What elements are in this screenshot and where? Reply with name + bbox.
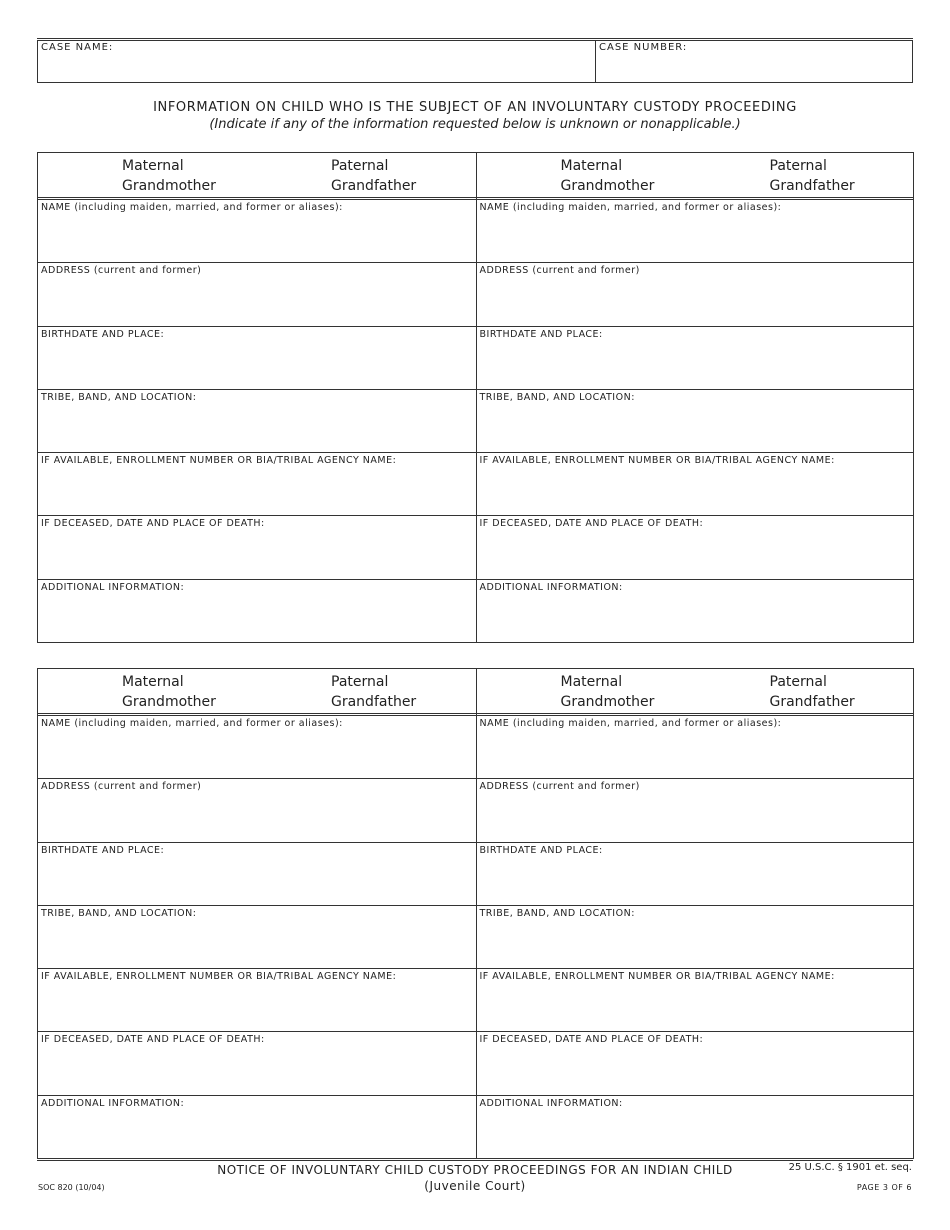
form-field[interactable] (38, 1032, 476, 1095)
column-header (38, 669, 476, 716)
paternal-label: Paternal (769, 158, 827, 174)
maternal-grandmother-option[interactable] (122, 672, 216, 712)
form-id: SOC 820 (10/04) (38, 1183, 105, 1192)
case-info-box (37, 40, 913, 83)
paternal-grandfather-option[interactable] (770, 672, 855, 712)
form-field[interactable] (477, 200, 914, 263)
form-field-label: BIRTHDATE AND PLACE: (41, 844, 165, 856)
form-field-label: NAME (including maiden, married, and former or aliases): (479, 202, 782, 213)
form-field[interactable] (38, 263, 476, 326)
case-number-field[interactable] (596, 41, 912, 82)
form-field-label: ADDRESS (current and former) (41, 781, 202, 793)
maternal-grandmother-option[interactable] (561, 672, 655, 712)
paternal-grandfather-option[interactable] (770, 156, 855, 196)
form-field[interactable] (38, 200, 476, 263)
form-field-label: BIRTHDATE AND PLACE: (479, 328, 603, 340)
form-field[interactable] (38, 327, 476, 390)
form-field[interactable] (477, 969, 914, 1032)
form-field-label: ADDRESS (current and former) (479, 265, 640, 277)
grandmother-label: Grandmother (122, 694, 216, 710)
form-field-label: TRIBE, BAND, AND LOCATION: (479, 907, 635, 919)
form-field[interactable] (477, 453, 914, 516)
grandmother-label: Grandmother (560, 178, 655, 194)
footer-subtitle: (Juvenile Court) (424, 1179, 526, 1193)
statute-reference: 25 U.S.C. § 1901 et. seq. (788, 1162, 912, 1173)
grandfather-label: Grandfather (769, 178, 855, 194)
form-field-label: ADDITIONAL INFORMATION: (479, 1097, 623, 1109)
form-field[interactable] (477, 843, 914, 906)
form-field[interactable] (477, 263, 914, 326)
form-field[interactable] (477, 716, 914, 779)
form-field[interactable] (38, 779, 476, 842)
grandfather-label: Grandfather (331, 694, 417, 710)
grandfather-label: Grandfather (769, 694, 855, 710)
form-field[interactable] (38, 969, 476, 1032)
relative-info-section (37, 152, 914, 643)
form-field-label: ADDITIONAL INFORMATION: (41, 1097, 185, 1109)
column-header (38, 153, 476, 200)
column-header (477, 153, 914, 200)
form-field[interactable] (38, 906, 476, 969)
relative-column (38, 669, 476, 1158)
form-field-label: BIRTHDATE AND PLACE: (479, 844, 603, 856)
form-field-label: IF AVAILABLE, ENROLLMENT NUMBER OR BIA/TRIBAL AGENCY NAME: (479, 455, 835, 467)
paternal-label: Paternal (331, 674, 389, 690)
form-field-label: TRIBE, BAND, AND LOCATION: (41, 391, 197, 403)
form-field-label: IF DECEASED, DATE AND PLACE OF DEATH: (479, 518, 704, 530)
top-rule (37, 38, 913, 39)
paternal-grandfather-option[interactable] (331, 672, 416, 712)
form-field[interactable] (38, 453, 476, 516)
form-field[interactable] (38, 390, 476, 453)
form-field-label: NAME (including maiden, married, and former or aliases): (479, 718, 782, 729)
form-field-label: ADDRESS (current and former) (479, 781, 640, 793)
grandmother-label: Grandmother (560, 694, 655, 710)
form-field[interactable] (477, 390, 914, 453)
maternal-label: Maternal (560, 674, 623, 690)
page-number: PAGE 3 OF 6 (856, 1183, 912, 1192)
maternal-label: Maternal (560, 158, 623, 174)
paternal-label: Paternal (769, 674, 827, 690)
page-title: INFORMATION ON CHILD WHO IS THE SUBJECT OF AN INVOLUNTARY CUSTODY PROCEEDING (153, 100, 797, 115)
paternal-grandfather-option[interactable] (331, 156, 416, 196)
form-field-label: ADDRESS (current and former) (41, 265, 202, 277)
form-field[interactable] (38, 516, 476, 579)
grandfather-label: Grandfather (331, 178, 417, 194)
maternal-label: Maternal (122, 674, 184, 690)
case-number-label: CASE NUMBER: (599, 42, 688, 53)
maternal-grandmother-option[interactable] (561, 156, 655, 196)
form-field[interactable] (38, 843, 476, 906)
form-field-label: IF DECEASED, DATE AND PLACE OF DEATH: (479, 1034, 704, 1046)
form-field-label: IF DECEASED, DATE AND PLACE OF DEATH: (41, 518, 265, 530)
case-name-field[interactable] (38, 41, 596, 82)
maternal-label: Maternal (122, 158, 184, 174)
form-field-label: TRIBE, BAND, AND LOCATION: (41, 907, 197, 919)
form-field-label: ADDITIONAL INFORMATION: (41, 581, 185, 593)
relative-column (476, 669, 914, 1158)
form-field-label: ADDITIONAL INFORMATION: (479, 581, 623, 593)
form-field[interactable] (477, 1032, 914, 1095)
relative-column (38, 153, 476, 642)
form-field-label: NAME (including maiden, married, and former or aliases): (41, 718, 343, 729)
form-field[interactable] (477, 906, 914, 969)
form-field[interactable] (477, 580, 914, 642)
form-field-label: NAME (including maiden, married, and former or aliases): (41, 202, 343, 213)
form-field[interactable] (38, 716, 476, 779)
relative-info-section (37, 668, 914, 1159)
footer-title: NOTICE OF INVOLUNTARY CHILD CUSTODY PROCEEDINGS FOR AN INDIAN CHILD (217, 1163, 733, 1177)
form-field[interactable] (477, 1096, 914, 1158)
form-field-label: IF DECEASED, DATE AND PLACE OF DEATH: (41, 1034, 265, 1046)
bottom-rule (37, 1160, 913, 1161)
form-field[interactable] (477, 327, 914, 390)
form-field[interactable] (477, 779, 914, 842)
form-field-label: IF AVAILABLE, ENROLLMENT NUMBER OR BIA/TRIBAL AGENCY NAME: (41, 455, 397, 467)
form-field-label: IF AVAILABLE, ENROLLMENT NUMBER OR BIA/TRIBAL AGENCY NAME: (479, 971, 835, 983)
relative-column (476, 153, 914, 642)
form-field[interactable] (477, 516, 914, 579)
form-field-label: BIRTHDATE AND PLACE: (41, 328, 165, 340)
form-field[interactable] (38, 580, 476, 642)
form-field-label: TRIBE, BAND, AND LOCATION: (479, 391, 635, 403)
maternal-grandmother-option[interactable] (122, 156, 216, 196)
column-header (477, 669, 914, 716)
page-subtitle: (Indicate if any of the information requested below is unknown or nonapplicable.) (209, 117, 741, 132)
grandmother-label: Grandmother (122, 178, 216, 194)
form-field[interactable] (38, 1096, 476, 1158)
case-name-label: CASE NAME: (41, 42, 114, 53)
form-field-label: IF AVAILABLE, ENROLLMENT NUMBER OR BIA/TRIBAL AGENCY NAME: (41, 971, 397, 983)
paternal-label: Paternal (331, 158, 389, 174)
